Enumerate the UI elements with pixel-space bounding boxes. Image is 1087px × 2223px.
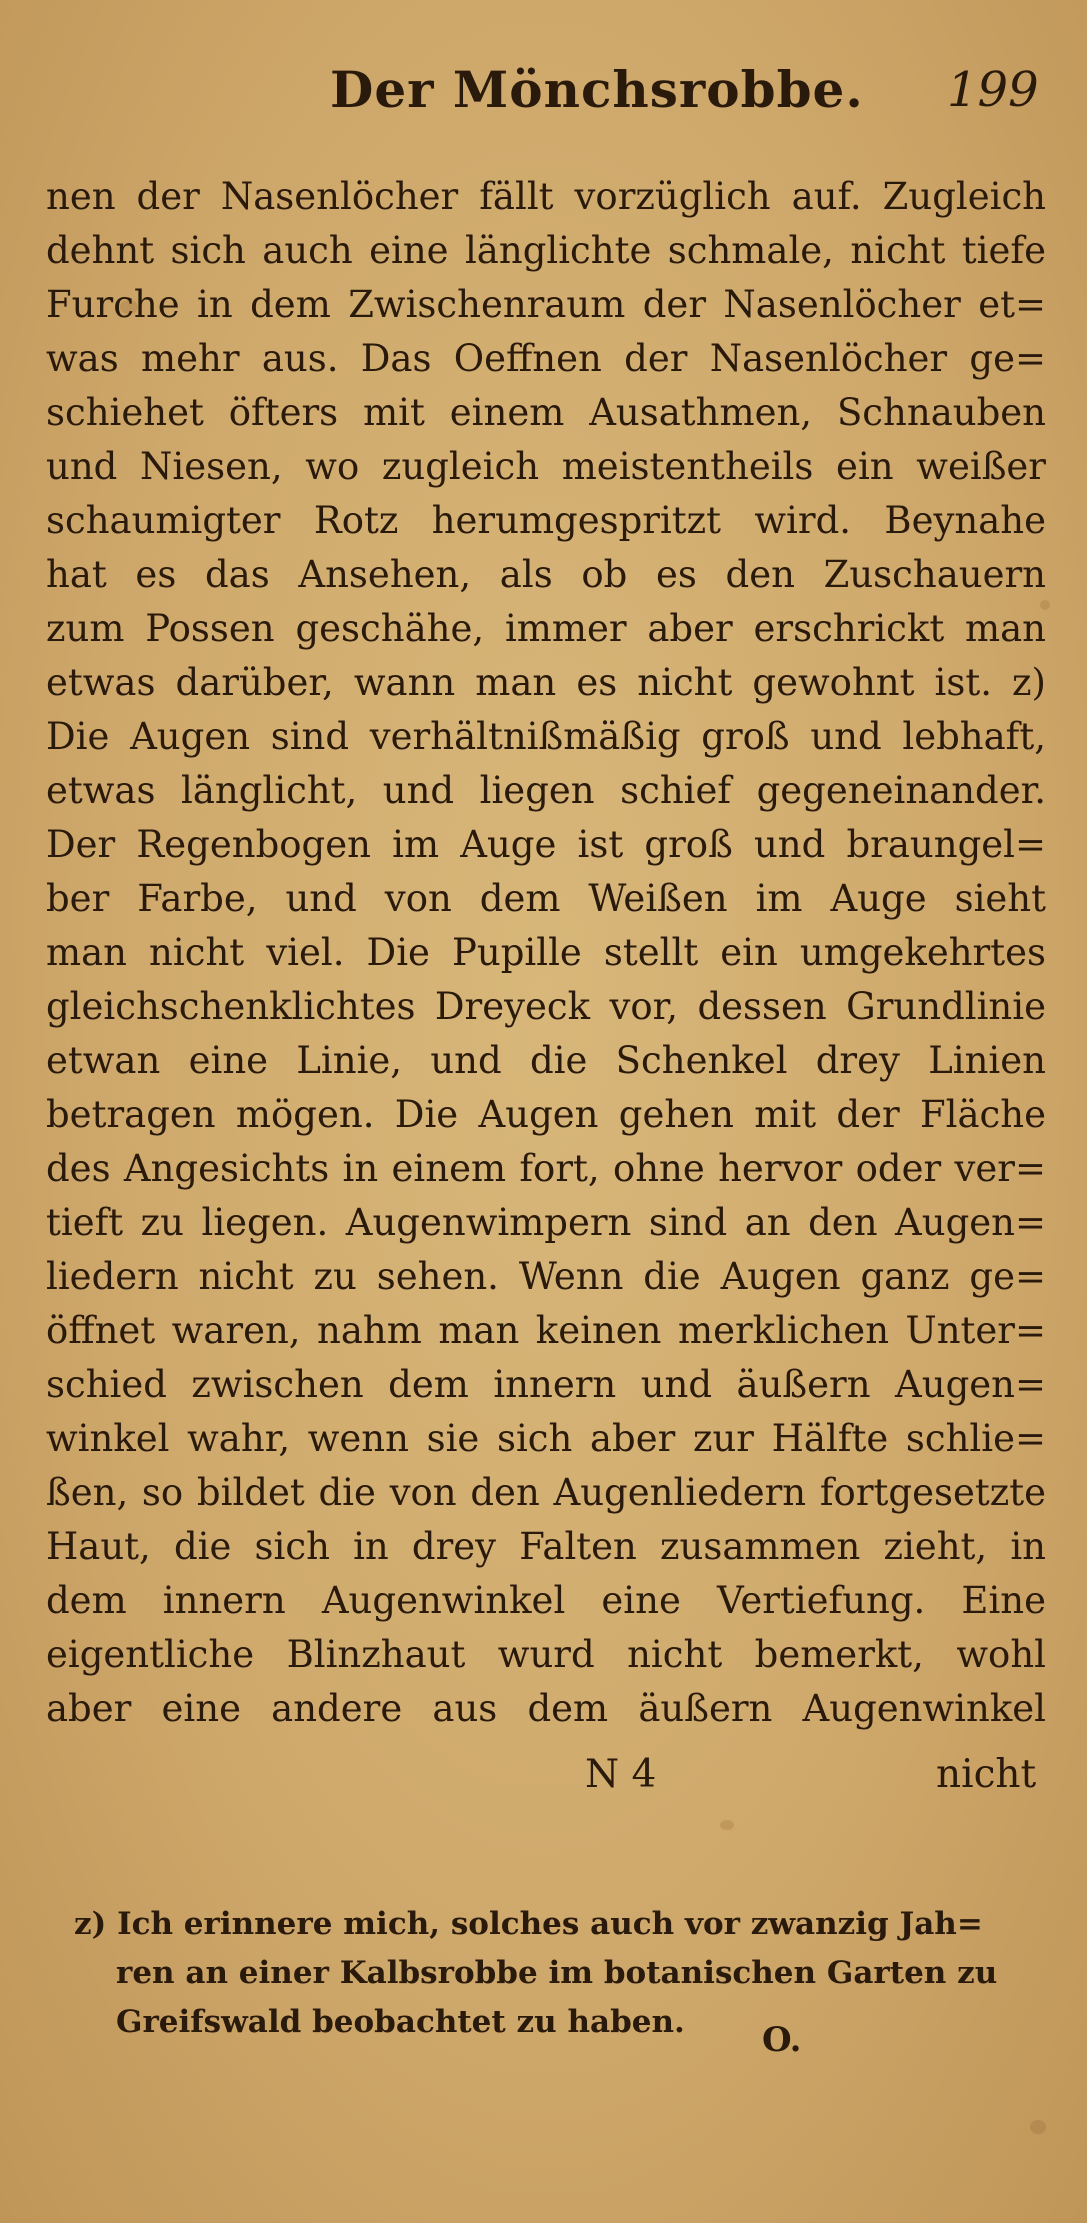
body-text bbox=[46, 170, 1046, 1736]
text-line: etwas darüber, wann man es nicht gewohnt ist. z) bbox=[46, 661, 1046, 704]
text-line: öffnet waren, nahm man keinen merklichen Unter= bbox=[46, 1309, 1046, 1352]
footnote-author-sign: O. bbox=[762, 2020, 802, 2060]
text-line: was mehr aus. Das Oeffnen der Nasenlöcher ge= bbox=[46, 337, 1046, 380]
text-line: betragen mögen. Die Augen gehen mit der Fläche bbox=[46, 1093, 1046, 1136]
paper-stain bbox=[720, 1820, 734, 1830]
text-line: etwas länglicht, und liegen schief gegeneinander. bbox=[46, 769, 1046, 812]
text-line: eigentliche Blinzhaut wurd nicht bemerkt, wohl bbox=[46, 1633, 1046, 1676]
text-line: ber Farbe, und von dem Weißen im Auge sieht bbox=[46, 877, 1046, 920]
text-line: dehnt sich auch eine länglichte schmale, nicht tiefe bbox=[46, 229, 1046, 272]
text-line: schaumigter Rotz herumgespritzt wird. Beynahe bbox=[46, 499, 1046, 542]
text-line: man nicht viel. Die Pupille stellt ein umgekehrtes bbox=[46, 931, 1046, 974]
text-line: schied zwischen dem innern und äußern Augen= bbox=[46, 1363, 1046, 1406]
text-line: Haut, die sich in drey Falten zusammen zieht, in bbox=[46, 1525, 1046, 1568]
text-line: hat es das Ansehen, als ob es den Zuschauern bbox=[46, 553, 1046, 596]
catchword: nicht bbox=[936, 1752, 1037, 1797]
text-line: tieft zu liegen. Augenwimpern sind an den Augen= bbox=[46, 1201, 1046, 1244]
page-title: Der Mönchsrobbe. bbox=[330, 60, 864, 119]
text-line: Der Regenbogen im Auge ist groß und braungel= bbox=[46, 823, 1046, 866]
footnote-line: z) Ich erinnere mich, solches auch vor zwanzig Jah= bbox=[74, 1906, 983, 1942]
text-line: nen der Nasenlöcher fällt vorzüglich auf. Zugleich bbox=[46, 175, 1046, 218]
text-line: etwan eine Linie, und die Schenkel drey Linien bbox=[46, 1039, 1046, 1082]
paper-stain bbox=[1030, 2120, 1046, 2134]
text-line: winkel wahr, wenn sie sich aber zur Hälfte schlie= bbox=[46, 1417, 1046, 1460]
text-line: aber eine andere aus dem äußern Augenwinkel bbox=[46, 1687, 1046, 1730]
text-line: des Angesichts in einem fort, ohne hervor oder ver= bbox=[46, 1147, 1046, 1190]
text-line: gleichschenklichtes Dreyeck vor, dessen Grundlinie bbox=[46, 985, 1046, 1028]
text-line: schiehet öfters mit einem Ausathmen, Schnauben bbox=[46, 391, 1046, 434]
text-line: Furche in dem Zwischenraum der Nasenlöcher et= bbox=[46, 283, 1046, 326]
footnote bbox=[74, 1900, 1044, 2047]
running-head bbox=[0, 48, 1087, 128]
catchline bbox=[0, 1752, 1087, 1812]
text-line: liedern nicht zu sehen. Wenn die Augen ganz ge= bbox=[46, 1255, 1046, 1298]
text-line: Die Augen sind verhältnißmäßig groß und lebhaft, bbox=[46, 715, 1046, 758]
page-number: 199 bbox=[947, 62, 1039, 118]
text-line: ßen, so bildet die von den Augenliedern fortgesetzte bbox=[46, 1471, 1046, 1514]
text-line: zum Possen geschähe, immer aber erschrickt man bbox=[46, 607, 1046, 650]
text-line: dem innern Augenwinkel eine Vertiefung. Eine bbox=[46, 1579, 1046, 1622]
text-line: und Niesen, wo zugleich meistentheils ein weißer bbox=[46, 445, 1046, 488]
footnote-line: Greifswald beobachtet zu haben. bbox=[116, 2004, 685, 2040]
signature-mark: N 4 bbox=[585, 1752, 657, 1797]
footnote-line: ren an einer Kalbsrobbe im botanischen Garten zu bbox=[116, 1955, 998, 1991]
